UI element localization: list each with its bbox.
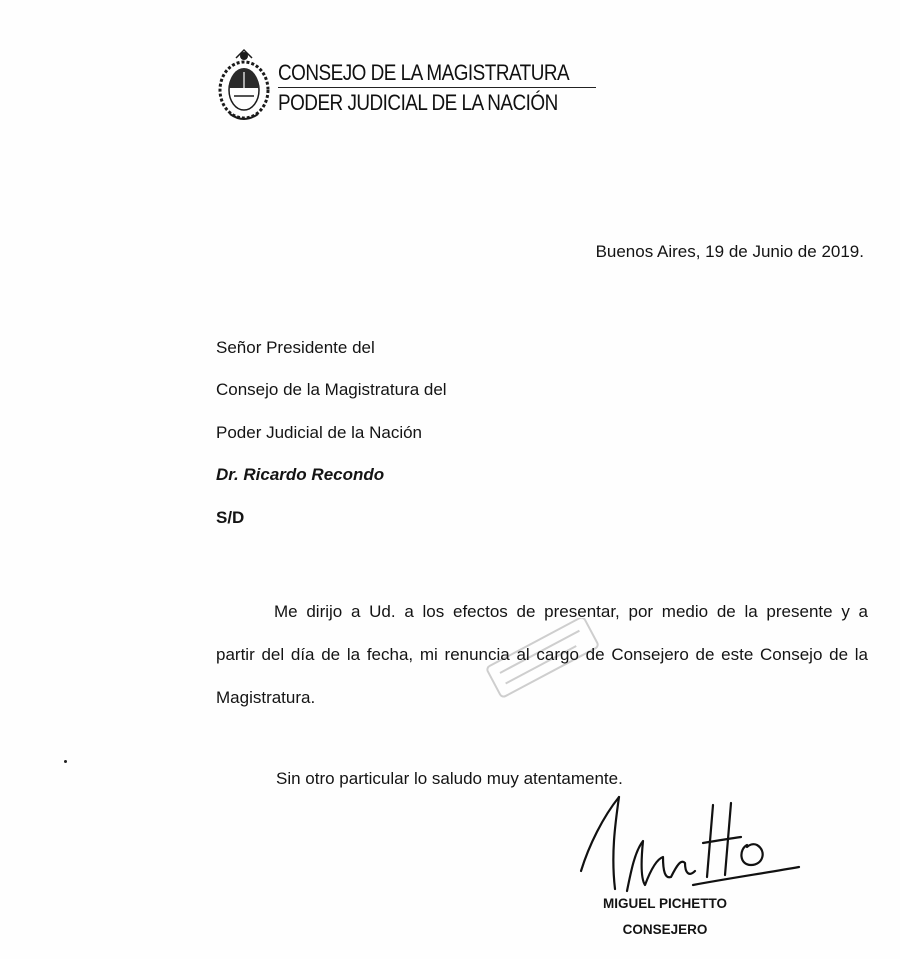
handwritten-signature [575, 785, 805, 905]
letterhead-subtitle: PODER JUDICIAL DE LA NACIÓN [278, 90, 558, 115]
signatory-title: CONSEJERO [622, 922, 708, 937]
addressee-line-1: Señor Presidente del [216, 338, 375, 357]
letterhead [214, 46, 614, 132]
signatory-name: MIGUEL PICHETTO [602, 896, 727, 911]
addressee-name: Dr. Ricardo Recondo [216, 465, 385, 484]
body-paragraph: Me dirijo a Ud. a los efectos de presentar, por medio de la presente y a partir del día de la fecha, mi renuncia al cargo de Consejero de este Consejo de la Magistratura. [216, 602, 868, 707]
letterhead-title: CONSEJO DE LA MAGISTRATURA [278, 60, 570, 85]
coat-of-arms-icon [214, 46, 274, 126]
addressee-line-2: Consejo de la Magistratura del [216, 380, 447, 399]
letterhead-divider [278, 87, 596, 88]
date-line: Buenos Aires, 19 de Junio de 2019. [595, 242, 864, 261]
closing-line: Sin otro particular lo saludo muy atentamente. [276, 769, 623, 788]
addressee-sd: S/D [216, 508, 245, 527]
scan-speck [64, 760, 67, 763]
addressee-line-3: Poder Judicial de la Nación [216, 423, 423, 442]
